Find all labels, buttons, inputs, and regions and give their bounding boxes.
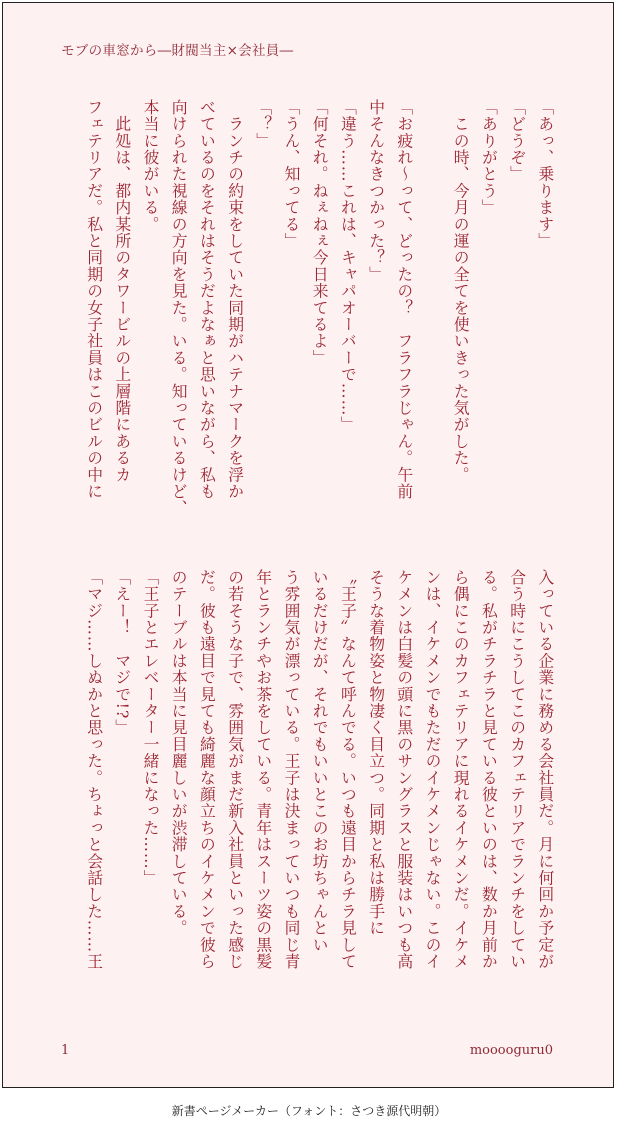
text-column: 本当に彼がいる。 [140, 99, 160, 233]
text-column: いるだけだが、それでもいいとこのお坊ちゃんとい [310, 569, 330, 954]
text-column: 「違う……これは、キャパオーバーで……」 [338, 99, 358, 433]
text-column: 〝王子〟なんて呼んでる。いつも遠目からチラ見して [338, 569, 358, 970]
text-column: 「マジ……しぬかと思った。ちょっと会話した……王 [84, 569, 104, 970]
generator-caption: 新書ページメーカー（フォント：さつき源代明朝） [171, 1104, 447, 1118]
author-name: mooooguru0 [469, 1043, 553, 1058]
text-column: ケメンは白髪の頭に黒のサングラスと服装はいつも高 [394, 569, 414, 970]
text-column: この時、今月の運の全てを使いきった気がした。 [451, 99, 471, 484]
text-column: の若そうな子で、雰囲気がまだ新入社員といった感じ [225, 569, 245, 970]
text-column: 中そんなきつかった？」 [366, 99, 386, 283]
text-column: 「？」 [253, 99, 273, 150]
text-column: 「あっ、乗ります」 [535, 99, 555, 250]
text-column: ンは、イケメンでもただのイケメンじゃない。このイ [422, 569, 442, 970]
text-column: 「何それ。ねぇねぇ今日来てるよ」 [310, 99, 330, 367]
text-column: 「お疲れ～って、どったの？ フラフラじゃん。午前 [394, 99, 414, 500]
text-column: ランチの約束をしていた同期がハテナマークを浮か [225, 99, 245, 500]
text-column: のテーブルは本当に見目麗しいが渋滞している。 [169, 569, 189, 937]
text-column: 「どうぞ」 [507, 99, 527, 183]
text-column: 「王子とエレベーター一緒になった……」 [140, 569, 160, 887]
text-column: 年とランチやお茶をしている。青年はスーツ姿の黒髪 [253, 569, 273, 970]
text-column: そうな着物姿と物凄く目立つ。同期と私は勝手に [366, 569, 386, 937]
book-page [2, 2, 614, 1088]
page-header-title: モブの車窓から―財閥当主×会社員― [61, 43, 294, 59]
page-number: 1 [61, 1043, 70, 1058]
text-column: 「えー！ マジで!?」 [112, 569, 132, 736]
text-column: べているのをそれはそうだよなぁと思いながら、私も [197, 99, 217, 500]
text-column: 此処は、都内某所のタワービルの上層階にあるカ [112, 99, 132, 484]
text-column: 「うん、知ってる」 [281, 99, 301, 250]
text-column: ら偶にこのカフェテリアに現れるイケメンだ。イケメ [451, 569, 471, 970]
text-column: フェテリアだ。私と同期の女子社員はこのビルの中に [84, 99, 104, 500]
text-column: 入っている企業に務める会社員だ。月に何回か予定が [535, 569, 555, 970]
text-column: 「ありがとう」 [479, 99, 499, 216]
text-column: 向けられた視線の方向を見た。いる。知っているけど、 [169, 99, 189, 517]
text-column: だ。彼も遠目で見ても綺麗な顔立ちのイケメンで彼ら [197, 569, 217, 970]
text-column: う雰囲気が漂っている。王子は決まっていつも同じ青 [281, 569, 301, 970]
text-column: 合う時にこうしてこのカフェテリアでランチをしてい [507, 569, 527, 970]
text-column: る。私がチラチラと見ている彼といのは、数か月前か [479, 569, 499, 970]
